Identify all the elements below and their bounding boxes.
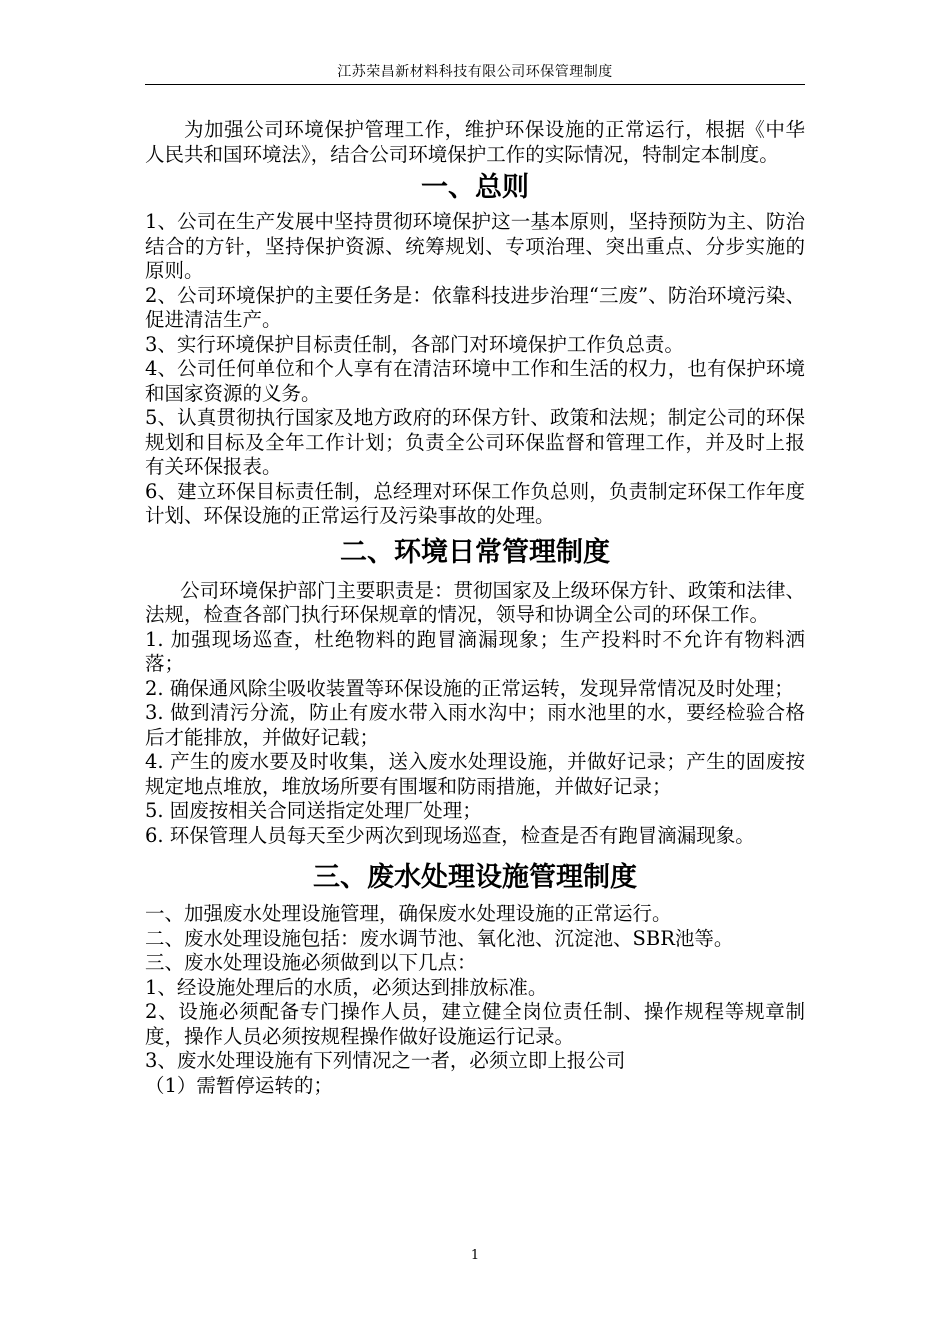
- header-title: 江苏荣昌新材料科技有限公司环保管理制度: [337, 64, 613, 80]
- page-number: 1: [470, 1248, 480, 1263]
- section-3-item-2: 二、废水处理设施包括：废水调节池、氧化池、沉淀池、SBR池等。: [145, 926, 734, 950]
- section-1-item-4: 4、公司任何单位和个人享有在清洁环境中工作和生活的权力，也有保护环境和国家资源的义务。: [145, 357, 805, 405]
- section-3-item-7: （1）需暂停运转的；: [145, 1073, 333, 1097]
- section-1-item-6: 6、建立环保目标责任制，总经理对环保工作负总则，负责制定环保工作年度计划、环保设施的正常运行及污染事故的处理。: [145, 479, 805, 527]
- section-3-item-3: 三、废水处理设施必须做到以下几点：: [145, 951, 477, 974]
- section-2-item-6: 6. 环保管理人员每天至少两次到现场巡查，检查是否有跑冒滴漏现象。: [145, 823, 755, 847]
- section-title-general: 一、总则: [421, 172, 529, 203]
- intro-paragraph: 为加强公司环境保护管理工作，维护环保设施的正常运行，根据《中华人民共和国环境法》，结合公司环境保护工作的实际情况，特制定本制度。: [145, 118, 805, 166]
- section-1-item-3: 3、实行环境保护目标责任制，各部门对环境保护工作负总责。: [145, 332, 684, 356]
- section-3-item-4: 1、经设施处理后的水质，必须达到排放标准。: [145, 975, 548, 999]
- section-3-item-5: 2、设施必须配备专门操作人员，建立健全岗位责任制、操作规程等规章制度，操作人员必须按规程操作做好设施运行记录。: [145, 1000, 805, 1048]
- section-3-item-1: 一、加强废水处理设施管理，确保废水处理设施的正常运行。: [145, 902, 672, 925]
- section-1-item-1: 1、公司在生产发展中坚持贯彻环境保护这一基本原则，坚持预防为主、防治结合的方针，坚持保护资源、统筹规划、专项治理、突出重点、分步实施的原则。: [145, 210, 805, 282]
- section-2-item-5: 5. 固废按相关合同送指定处理厂处理；: [145, 799, 482, 822]
- section-2-item-3: 3. 做到清污分流，防止有废水带入雨水沟中；雨水池里的水，要经检验合格后才能排放，并做好记载；: [145, 701, 805, 749]
- section-1-item-5: 5、认真贯彻执行国家及地方政府的环保方针、政策和法规；制定公司的环保规划和目标及全年工作计划；负责全公司环保监督和管理工作，并及时上报有关环保报表。: [145, 406, 805, 478]
- page-header: [145, 62, 805, 85]
- section-2-item-2: 2. 确保通风除尘吸收装置等环保设施的正常运转，发现异常情况及时处理；: [145, 676, 794, 700]
- section-3-item-6: 3、废水处理设施有下列情况之一者，必须立即上报公司: [145, 1049, 626, 1072]
- section-2-item-4: 4. 产生的废水要及时收集，送入废水处理设施，并做好记录；产生的固废按规定地点堆放，堆放场所要有围堰和防雨措施，并做好记录；: [145, 750, 805, 798]
- section-1-item-2: 2、公司环境保护的主要任务是：依靠科技进步治理“三废”、防治环境污染、促进清洁生产。: [145, 283, 805, 331]
- section-title-daily-management: 二、环境日常管理制度: [340, 536, 610, 568]
- section-2-intro: 公司环境保护部门主要职责是：贯彻国家及上级环保方针、政策和法律、法规，检查各部门执行环保规章的情况，领导和协调全公司的环保工作。: [145, 578, 805, 626]
- document-body: [145, 118, 805, 1098]
- section-title-wastewater: 三、废水处理设施管理制度: [313, 862, 637, 893]
- section-2-item-1: 1. 加强现场巡查，杜绝物料的跑冒滴漏现象；生产投料时不允许有物料洒落；: [145, 627, 805, 675]
